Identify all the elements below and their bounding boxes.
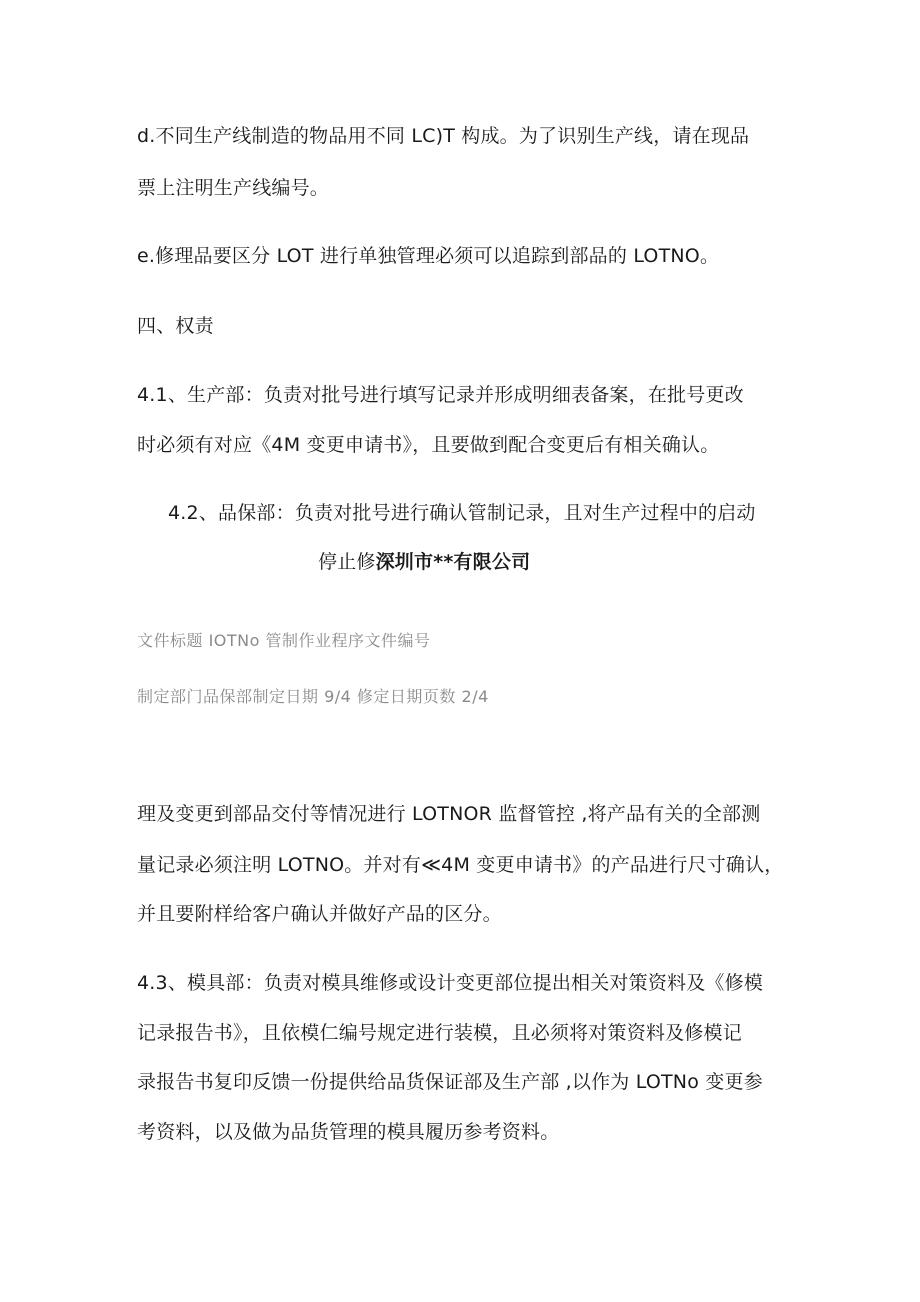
continuation-line-2: 量记录必须注明 LOTNO。并对有≪4M 变更申请书》的产品进行尺寸确认， [137, 854, 784, 876]
item-4-3-line-2: 记录报告书》，且依模仁编号规定进行装模，且必须将对策资料及修模记 [137, 1022, 742, 1044]
section-d-line-2: 票上注明生产线编号。 [137, 177, 330, 199]
continuation-line-3: 并且要附样给客户确认并做好产品的区分。 [137, 903, 502, 925]
item-4-3-line-1: 4.3、模具部：负责对模具维修或设计变更部位提出相关对策资料及《修模 [137, 972, 764, 994]
continuation-line-1: 理及变更到部品交付等情况进行 LOTNOR 监督管控 ,将产品有关的全部测 [137, 803, 761, 825]
item-4-2-line-1: 4.2、品保部：负责对批号进行确认管制记录，且对生产过程中的启动 [168, 502, 756, 524]
item-4-3-line-3: 录报告书复印反馈一份提供给品货保证部及生产部 ,以作为 LOTNo 变更参 [137, 1071, 763, 1093]
item-4-2-line-2 [318, 549, 530, 575]
item-4-1-line-1: 4.1、生产部：负责对批号进行填写记录并形成明细表备案，在批号更改 [137, 384, 744, 406]
section-d-line-1: d.不同生产线制造的物品用不同 LC)T 构成。为了识别生产线，请在现品 [137, 125, 750, 147]
company-name: 深圳市**有限公司 [375, 551, 531, 573]
section-e-line-1: e.修理品要区分 LOT 进行单独管理必须可以追踪到部品的 LOTNO。 [137, 245, 720, 267]
heading-responsibilities: 四、权责 [137, 315, 214, 337]
item-4-1-line-2: 时必须有对应《4M 变更申请书》，且要做到配合变更后有相关确认。 [137, 434, 720, 456]
doc-header-title: 文件标题 IOTNo 管制作业程序文件编号 [137, 631, 431, 650]
doc-header-meta: 制定部门品保部制定日期 9/4 修定日期页数 2/4 [137, 687, 489, 706]
item-4-3-line-4: 考资料，以及做为品货管理的模具履历参考资料。 [137, 1121, 560, 1143]
item-4-2-line-2-prefix: 停止修 [318, 551, 376, 573]
